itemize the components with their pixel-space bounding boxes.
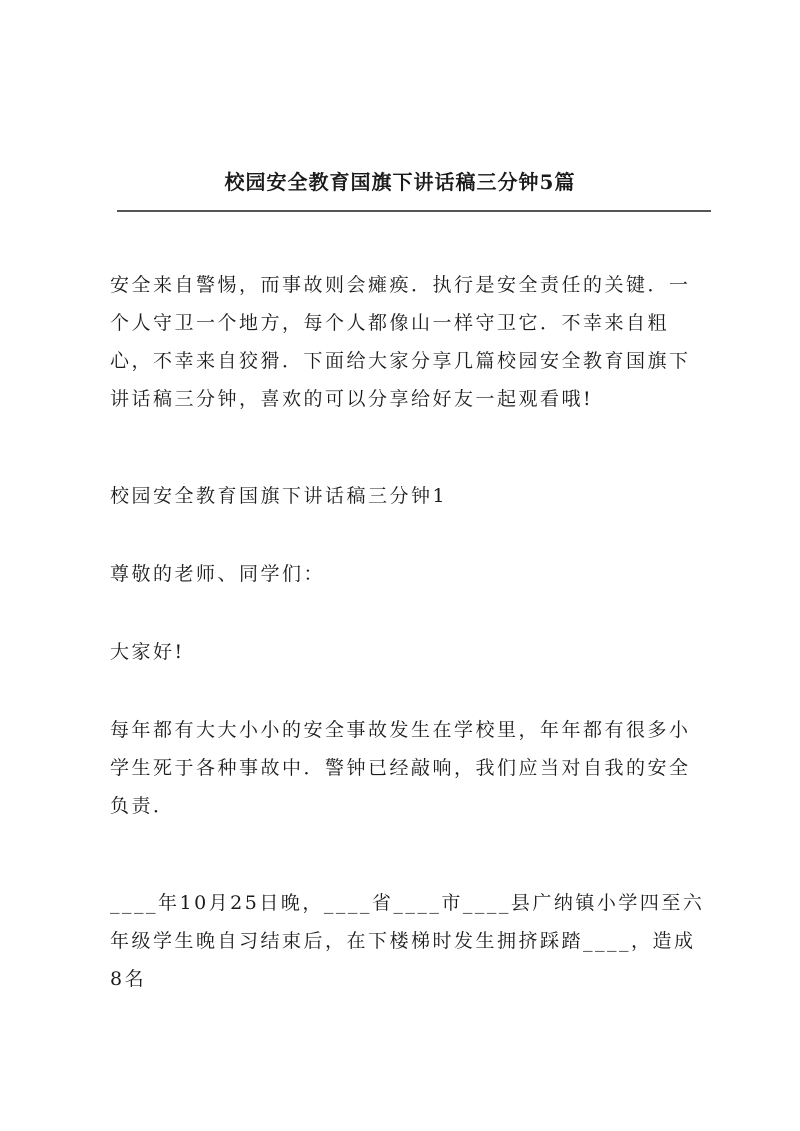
salutation-paragraph: 尊敬的老师、同学们： (110, 563, 326, 585)
title-divider (117, 210, 711, 212)
section-heading: 校园安全教育国旗下讲话稿三分钟1 (110, 485, 448, 507)
body-paragraph: ____年10月25日晚，____省____市____县广纳镇小学四至六年级学生晚自习结束后，在下楼梯时发生拥挤踩踏____，造成8名 (110, 892, 705, 990)
document-title: 校园安全教育国旗下讲话稿三分钟5篇 (224, 170, 576, 194)
greeting-paragraph: 大家好! (110, 641, 185, 663)
intro-paragraph: 安全来自警惕，而事故则会瘫痪．执行是安全责任的关键．一个人守卫一个地方，每个人都像山一样守卫它．不幸来自粗心，不幸来自狡猾．下面给大家分享几篇校园安全教育国旗下讲话稿三分钟，喜欢的可以分享给好友一起观看哦! (110, 274, 691, 410)
body-paragraph: 每年都有大大小小的安全事故发生在学校里，年年都有很多小学生死于各种事故中．警钟已经敲响，我们应当对自我的安全负责． (110, 719, 691, 817)
